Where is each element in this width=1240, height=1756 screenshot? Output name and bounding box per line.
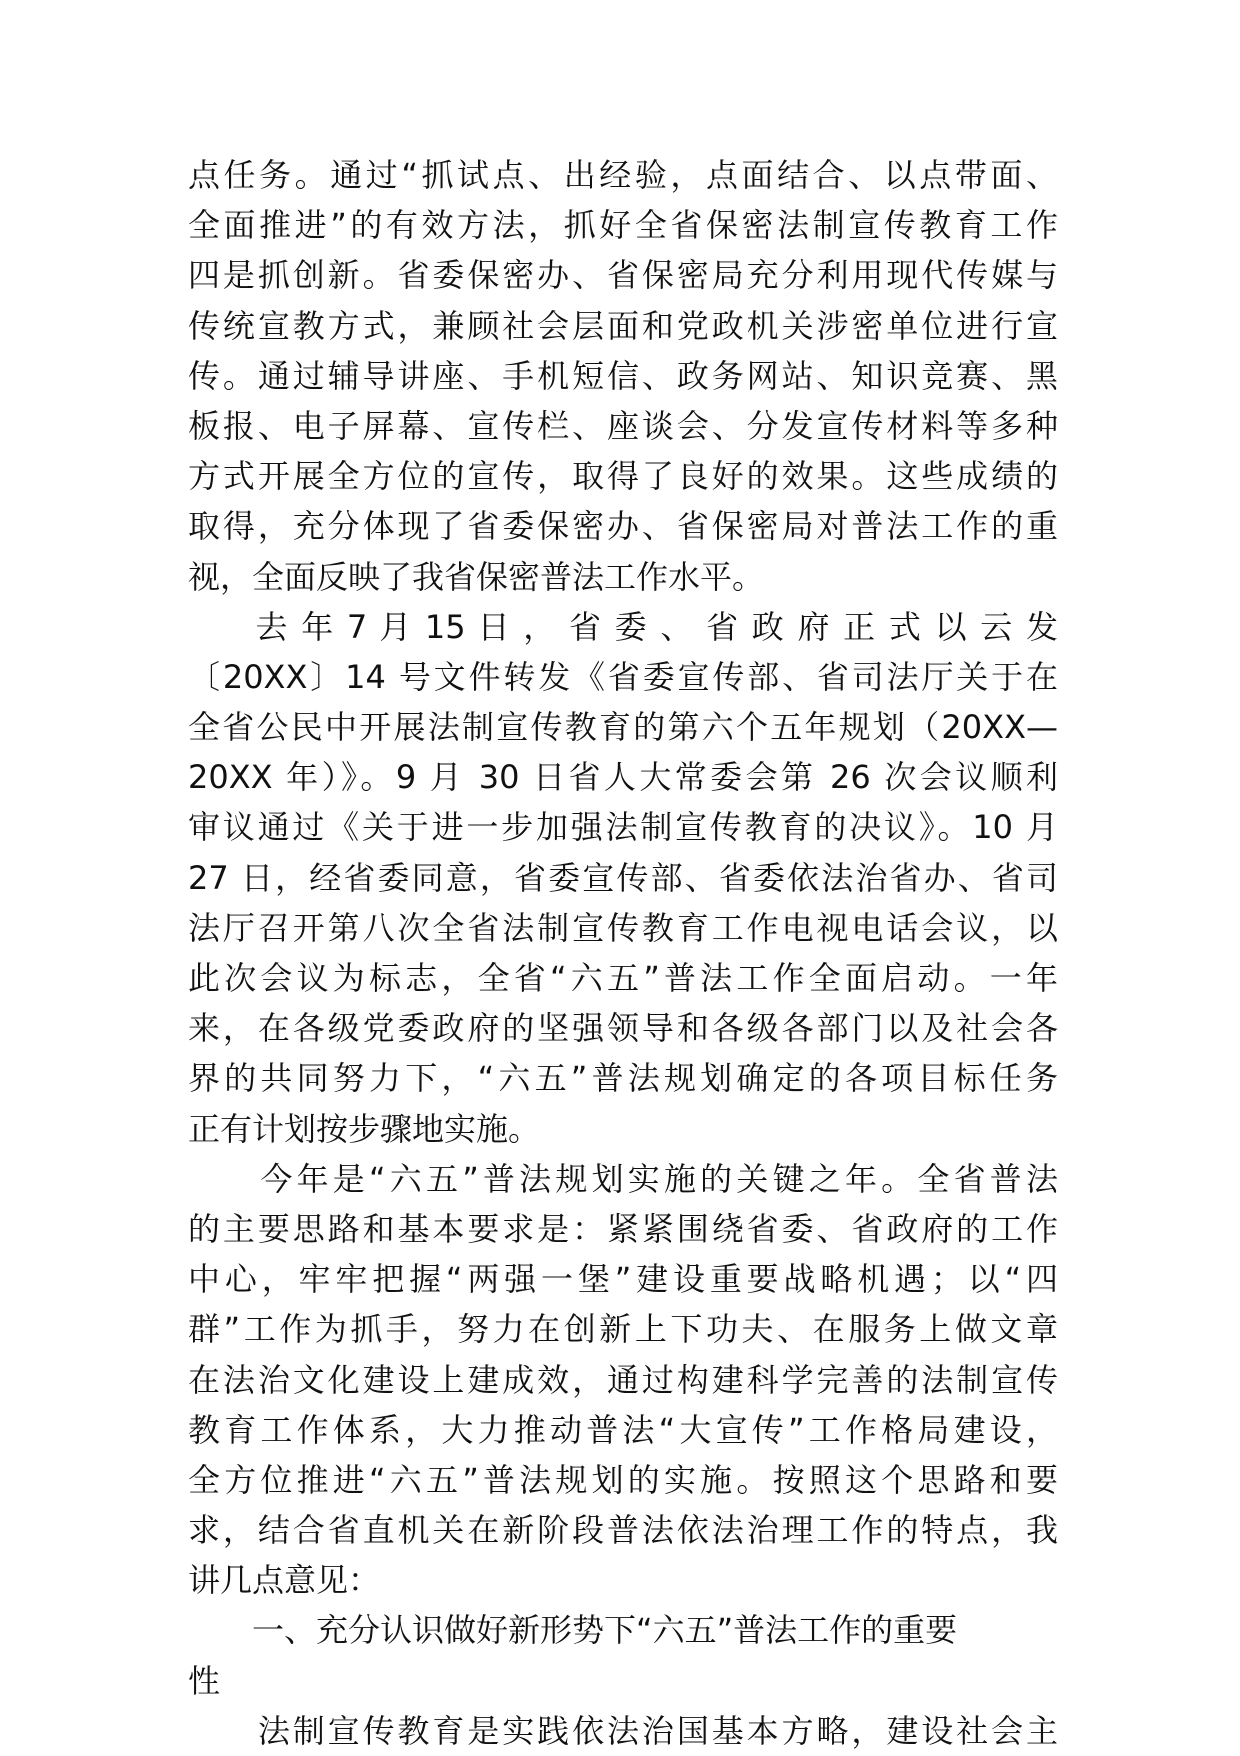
text-line: 传。通过辅导讲座、手机短信、政务网站、知识竞赛、黑 bbox=[188, 356, 1058, 395]
text-line: 界的共同努力下，“六五”普法规划确定的各项目标任务 bbox=[188, 1059, 1058, 1098]
text-line: 板报、电子屏幕、宣传栏、座谈会、分发宣传材料等多种 bbox=[188, 406, 1058, 445]
text-line: 法制宣传教育是实践依法治国基本方略，建设社会主 bbox=[188, 1711, 1058, 1750]
text-line: 全省公民中开展法制宣传教育的第六个五年规划（20XX— bbox=[188, 708, 1058, 747]
text-line: 传统宣教方式，兼顾社会层面和党政机关涉密单位进行宣 bbox=[188, 306, 1058, 345]
text-line: 求，结合省直机关在新阶段普法依法治理工作的特点，我 bbox=[188, 1511, 1058, 1550]
text-line: 审议通过《关于进一步加强法制宣传教育的决议》。10 月 bbox=[188, 808, 1058, 847]
text-line: 全面推进”的有效方法，抓好全省保密法制宣传教育工作 bbox=[188, 206, 1058, 245]
text-line: 去 年 7 月 15 日 ， 省 委 、 省 政 府 正 式 以 云 发 bbox=[188, 607, 1058, 646]
text-line: 讲几点意见： bbox=[188, 1561, 381, 1600]
text-line: 教育工作体系，大力推动普法“大宣传”工作格局建设， bbox=[188, 1410, 1058, 1449]
text-line: 27 日，经省委同意，省委宣传部、省委依法治省办、省司 bbox=[188, 858, 1058, 897]
text-line: 20XX 年）》。9 月 30 日省人大常委会第 26 次会议顺利 bbox=[188, 758, 1058, 797]
text-line: 的主要思路和基本要求是：紧紧围绕省委、省政府的工作 bbox=[188, 1209, 1058, 1248]
text-line: 今年是“六五”普法规划实施的关键之年。全省普法 bbox=[188, 1159, 1058, 1198]
text-line: 此次会议为标志，全省“六五”普法工作全面启动。一年 bbox=[188, 959, 1058, 997]
text-line: 全方位推进“六五”普法规划的实施。按照这个思路和要 bbox=[188, 1460, 1058, 1499]
text-line: 四是抓创新。省委保密办、省保密局充分利用现代传媒与 bbox=[188, 256, 1058, 295]
text-line: 中心，牢牢把握“两强一堡”建设重要战略机遇；以“四 bbox=[188, 1260, 1058, 1299]
section-heading: 一、充分认识做好新形势下“六五”普法工作的重要 bbox=[188, 1611, 958, 1650]
document-body bbox=[188, 150, 1058, 1756]
text-line: 法厅召开第八次全省法制宣传教育工作电视电话会议，以 bbox=[188, 908, 1058, 947]
text-line: 方式开展全方位的宣传，取得了良好的效果。这些成绩的 bbox=[188, 457, 1058, 496]
text-line: 来，在各级党委政府的坚强领导和各级各部门以及社会各 bbox=[188, 1009, 1058, 1048]
section-heading: 性 bbox=[188, 1661, 221, 1700]
text-line: 视，全面反映了我省保密普法工作水平。 bbox=[188, 557, 765, 596]
text-line: 〔20XX〕14 号文件转发《省委宣传部、省司法厅关于在 bbox=[188, 657, 1058, 696]
text-line: 点任务。通过“抓试点、出经验，点面结合、以点带面、 bbox=[188, 156, 1058, 194]
text-line: 取得，充分体现了省委保密办、省保密局对普法工作的重 bbox=[188, 507, 1058, 546]
text-line: 在法治文化建设上建成效，通过构建科学完善的法制宣传 bbox=[188, 1360, 1058, 1399]
text-line: 正有计划按步骤地实施。 bbox=[188, 1109, 541, 1148]
text-line: 群”工作为抓手，努力在创新上下功夫、在服务上做文章 bbox=[188, 1310, 1058, 1349]
